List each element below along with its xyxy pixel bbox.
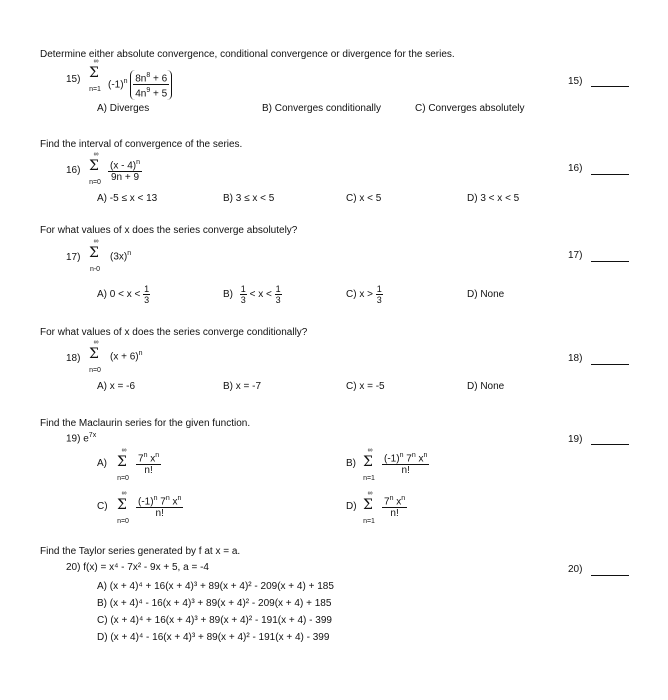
choice-a: A) (x + 4)⁴ + 16(x + 4)³ + 89(x + 4)² - 209(x + 4) + 185 [97, 581, 334, 592]
sigma-symbol: Σ [89, 245, 99, 261]
choice-text: C) x > [346, 289, 373, 301]
fraction-one-third [143, 284, 150, 305]
sum-lower-limit: n=0 [89, 367, 101, 374]
numerator: 1 [240, 284, 246, 294]
choice-c: C) x < 5 [346, 193, 382, 204]
seven-factor: 7 [157, 496, 166, 508]
question-number: 19) [66, 433, 81, 445]
x-factor: x [393, 496, 402, 508]
exponent: n [143, 452, 148, 459]
exponent: 7x [88, 432, 97, 439]
section-heading: Determine either absolute convergence, conditional convergence or divergence for the series. [40, 49, 455, 60]
sum-upper-limit: ∞ [93, 339, 99, 346]
answer-label: 20) [568, 564, 583, 575]
numerator-tail: + 6 [150, 73, 168, 85]
exponent: n [136, 159, 141, 166]
choice-c-term [136, 493, 183, 519]
series-term [110, 350, 143, 362]
choice-d: D) None [467, 381, 505, 392]
denominator: n! [401, 465, 410, 477]
x-factor: x [147, 453, 156, 465]
sum-upper-limit: ∞ [93, 58, 99, 65]
choice-d-term [382, 493, 407, 519]
question-number: 15) [66, 74, 81, 85]
series-term [108, 70, 172, 100]
question-function [66, 432, 96, 444]
denominator: 3 [275, 295, 281, 305]
answer-label: 17) [568, 250, 583, 261]
question-number: 16) [66, 165, 81, 176]
choice-b-term [382, 450, 429, 476]
sum-upper-limit: ∞ [367, 447, 373, 454]
fraction [382, 450, 429, 476]
sum-upper-limit: ∞ [93, 151, 99, 158]
sigma-symbol: Σ [117, 454, 127, 470]
choice-a-term [136, 450, 161, 476]
question-number: 17) [66, 252, 81, 263]
section-heading: Find the Maclaurin series for the given function. [40, 418, 251, 429]
choice-c: C) x = -5 [346, 381, 385, 392]
section-heading: For what values of x does the series converge conditionally? [40, 327, 308, 338]
sum-upper-limit: ∞ [93, 238, 99, 245]
section-heading: Find the Taylor series generated by f at x = a. [40, 546, 241, 557]
choice-text: < x < [249, 289, 272, 301]
exponent: 8 [146, 72, 151, 79]
exponent: n [127, 250, 132, 257]
numerator: 8n [135, 73, 147, 85]
answer-line[interactable] [591, 575, 629, 576]
question-function [66, 562, 209, 573]
numerator: (-1) [384, 453, 400, 465]
choice-a [97, 284, 150, 305]
choice-label: B) [223, 289, 233, 301]
sum-lower-limit: n=1 [363, 475, 375, 482]
choice-d: D) 3 < x < 5 [467, 193, 520, 204]
answer-label: 19) [568, 434, 583, 445]
fraction-one-third [240, 284, 247, 305]
choice-b: B) Converges conditionally [262, 103, 381, 114]
fraction-one-third [275, 284, 282, 305]
sum-lower-limit: n=0 [89, 179, 101, 186]
sum-lower-limit: n=0 [117, 518, 129, 525]
fraction [136, 493, 183, 519]
numerator: 7 [138, 453, 144, 465]
exponent: n [165, 495, 170, 502]
function: e [83, 433, 89, 445]
denominator: 3 [144, 295, 150, 305]
answer-label: 16) [568, 163, 583, 174]
section-heading: Find the interval of convergence of the series. [40, 139, 243, 150]
choice-a: A) x = -6 [97, 381, 136, 392]
choice-a: A) Diverges [97, 103, 150, 114]
numerator: 1 [144, 284, 150, 294]
choice-c: C) Converges absolutely [415, 103, 525, 114]
sum-upper-limit: ∞ [367, 490, 373, 497]
series-term [110, 250, 131, 262]
section-heading: For what values of x does the series converge absolutely? [40, 225, 298, 236]
answer-line[interactable] [591, 444, 629, 445]
function: f(x) = x⁴ - 7x² - 9x + 5, a = -4 [83, 562, 209, 573]
exponent: n [177, 495, 182, 502]
numerator: (x - 4) [110, 160, 137, 172]
answer-line[interactable] [591, 261, 629, 262]
seven-factor: 7 [403, 453, 412, 465]
denominator: 3 [376, 295, 382, 305]
choice-b [223, 284, 282, 305]
exponent: n [423, 452, 428, 459]
exponent: n [411, 452, 416, 459]
sigma-symbol: Σ [89, 65, 99, 81]
sigma-symbol: Σ [89, 346, 99, 362]
choice-c: C) (x + 4)⁴ + 16(x + 4)³ + 89(x + 4)² - 191(x + 4) - 399 [97, 615, 332, 626]
answer-label: 18) [568, 353, 583, 364]
choice-d-label: D) [346, 501, 357, 512]
denominator: n! [144, 465, 153, 477]
choice-d: D) (x + 4)⁴ - 16(x + 4)³ + 89(x + 4)² - 191(x + 4) - 399 [97, 632, 330, 643]
sum-upper-limit: ∞ [121, 490, 127, 497]
exponent: n [399, 452, 404, 459]
question-number: 20) [66, 562, 81, 573]
answer-line[interactable] [591, 364, 629, 365]
sign-factor: (-1) [108, 79, 124, 91]
exponent: n [389, 495, 394, 502]
x-factor: x [415, 453, 424, 465]
denominator-tail: + 5 [150, 88, 168, 100]
choice-c [346, 284, 383, 305]
denominator: n! [155, 508, 164, 520]
sum-lower-limit: n=0 [117, 475, 129, 482]
numerator: 1 [376, 284, 382, 294]
sum-lower-limit: n=1 [363, 518, 375, 525]
series-term [108, 157, 142, 183]
choice-b: B) 3 ≤ x < 5 [223, 193, 275, 204]
choice-a: A) -5 ≤ x < 13 [97, 193, 158, 204]
exponent: 9 [146, 87, 151, 95]
sigma-symbol: Σ [363, 497, 373, 513]
ratio-group [130, 70, 172, 100]
term: (x + 6) [110, 351, 139, 363]
fraction [382, 493, 407, 519]
choice-c-label: C) [97, 501, 108, 512]
choice-b: B) x = -7 [223, 381, 262, 392]
sum-lower-limit: n-0 [89, 266, 101, 273]
sigma-symbol: Σ [117, 497, 127, 513]
denominator: 9n + 9 [110, 172, 140, 184]
choice-d: D) None [467, 289, 505, 300]
exponent: n [401, 495, 406, 502]
denominator: 3 [240, 295, 246, 305]
exponent: n [138, 350, 143, 357]
numerator: 7 [384, 496, 390, 508]
question-number: 18) [66, 353, 81, 364]
choice-b: B) (x + 4)⁴ - 16(x + 4)³ + 89(x + 4)² - 209(x + 4) + 185 [97, 598, 332, 609]
x-factor: x [169, 496, 178, 508]
fraction [133, 70, 169, 100]
fraction-one-third [376, 284, 383, 305]
exponent: n [155, 452, 160, 459]
answer-line[interactable] [591, 174, 629, 175]
denominator: 4n [135, 88, 147, 100]
fraction [108, 157, 142, 183]
choice-a-label: A) [97, 458, 107, 469]
exponent: n [153, 495, 158, 502]
choice-b-label: B) [346, 458, 356, 469]
sum-upper-limit: ∞ [121, 447, 127, 454]
choice-text: A) 0 < x < [97, 289, 141, 301]
exponent: n [123, 78, 128, 86]
sum-lower-limit: n=1 [89, 86, 101, 93]
answer-label: 15) [568, 76, 583, 87]
numerator: 1 [275, 284, 281, 294]
fraction [136, 450, 161, 476]
term: (3x) [110, 251, 128, 263]
sigma-symbol: Σ [89, 158, 99, 174]
numerator: (-1) [138, 496, 154, 508]
sigma-symbol: Σ [363, 454, 373, 470]
answer-line[interactable] [591, 86, 629, 87]
denominator: n! [390, 508, 399, 520]
